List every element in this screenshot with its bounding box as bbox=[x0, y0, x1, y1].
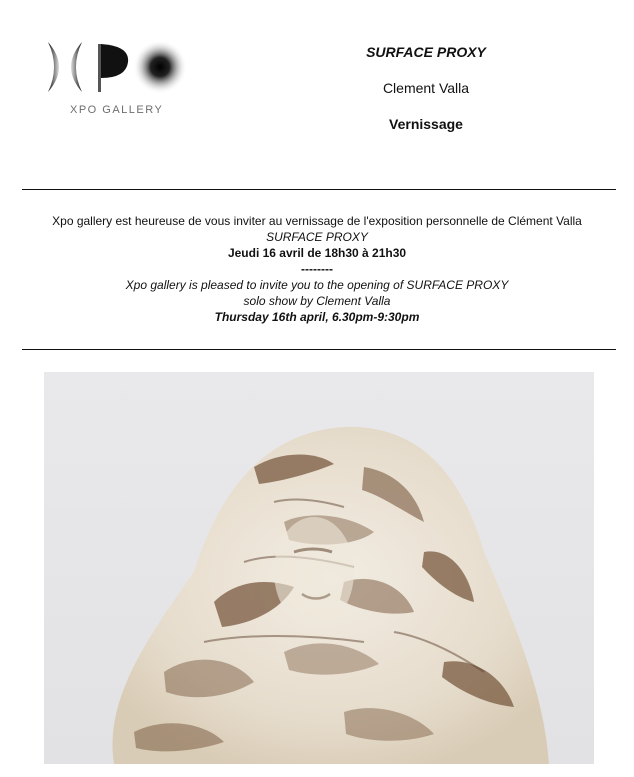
xpo-logo-icon bbox=[40, 38, 200, 96]
artist-name: Clement Valla bbox=[382, 80, 470, 96]
event-label: Vernissage bbox=[389, 116, 463, 132]
artwork-photo[interactable] bbox=[44, 372, 594, 764]
gallery-name: XPO GALLERY bbox=[70, 104, 164, 116]
email-header bbox=[0, 0, 634, 190]
invitation-text bbox=[10, 213, 624, 325]
language-separator: -------- bbox=[301, 262, 333, 276]
exhibition-heading bbox=[326, 44, 526, 136]
invitation-en-subline: solo show by Clement Valla bbox=[243, 294, 391, 308]
invitation-fr-title: SURFACE PROXY bbox=[266, 230, 368, 244]
divider-top bbox=[22, 189, 616, 190]
invitation-en-line: Xpo gallery is pleased to invite you to the opening of SURFACE PROXY bbox=[125, 278, 509, 292]
invitation-fr-line: Xpo gallery est heureuse de vous inviter au vernissage de l'exposition personnelle de Clément Valla bbox=[52, 214, 582, 228]
invitation-en-date: Thursday 16th april, 6.30pm-9:30pm bbox=[214, 310, 420, 324]
divider-bottom bbox=[22, 349, 616, 350]
gallery-logo[interactable] bbox=[40, 38, 200, 128]
invitation-fr-date: Jeudi 16 avril de 18h30 à 21h30 bbox=[227, 246, 407, 260]
show-title: SURFACE PROXY bbox=[366, 44, 486, 60]
draped-sculpture-image bbox=[44, 372, 594, 764]
